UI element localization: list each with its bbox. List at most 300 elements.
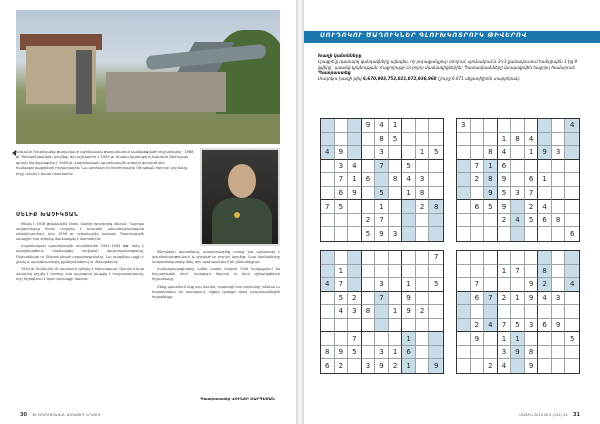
sudoku-cell — [416, 227, 430, 241]
sudoku-cell: 6 — [538, 214, 552, 228]
sudoku-cell: 9 — [525, 278, 539, 292]
sudoku-cell — [457, 332, 471, 346]
sudoku-cell: 9 — [375, 359, 389, 373]
sudoku-cell — [362, 346, 376, 360]
sudoku-cell — [348, 251, 362, 265]
sudoku-cell — [511, 160, 525, 174]
portrait-photo — [200, 148, 280, 246]
sudoku-cell — [471, 265, 485, 279]
banner-title: ՍՈՒԴՈԿՈՒ ԾԱՂՈՒԿՆԵՐ ԳԼՈՒԽԿՈՏՐՈՒԿ ԹԻՎԵՐՈՎ — [320, 32, 528, 39]
sudoku-cell — [348, 278, 362, 292]
sudoku-cell: 4 — [348, 160, 362, 174]
sudoku-cell — [565, 214, 579, 228]
sudoku-cell — [321, 173, 335, 187]
sudoku-cell — [552, 251, 566, 265]
sudoku-cell: 5 — [429, 146, 443, 160]
sudoku-cell — [389, 146, 403, 160]
intro-sign: Պատրաստեց — [318, 70, 351, 76]
sudoku-cell — [389, 200, 403, 214]
sudoku-cell — [362, 265, 376, 279]
sudoku-cell — [335, 251, 349, 265]
sudoku-cell: 2 — [389, 359, 403, 373]
sudoku-cell: 3 — [511, 187, 525, 201]
sudoku-cell — [525, 332, 539, 346]
right-footer — [519, 412, 584, 418]
sudoku-cell: 8 — [389, 173, 403, 187]
sudoku-cell: 2 — [498, 292, 512, 306]
sudoku-cell — [362, 200, 376, 214]
sudoku-cell — [471, 359, 485, 373]
sudoku-cell: 9 — [538, 146, 552, 160]
sudoku-cell — [471, 227, 485, 241]
sudoku-cell: 5 — [565, 332, 579, 346]
sudoku-cell: 1 — [402, 359, 416, 373]
sudoku-cell: 3 — [375, 278, 389, 292]
sudoku-cell — [552, 359, 566, 373]
sudoku-cell: 4 — [565, 119, 579, 133]
sudoku-cell — [471, 146, 485, 160]
sudoku-cell — [511, 173, 525, 187]
sudoku-cell — [471, 214, 485, 228]
sudoku-cell — [389, 278, 403, 292]
sudoku-cell: 1 — [389, 119, 403, 133]
left-page — [0, 0, 296, 424]
sudoku-cell — [565, 133, 579, 147]
sudoku-cell: 5 — [348, 346, 362, 360]
page-number: 30 — [20, 412, 27, 418]
sudoku-cell: 3 — [389, 227, 403, 241]
sudoku-cell — [416, 319, 430, 333]
sudoku-cell — [457, 278, 471, 292]
sudoku-cell — [565, 160, 579, 174]
sudoku-cell — [362, 160, 376, 174]
sudoku-cell — [348, 227, 362, 241]
sudoku-cell — [335, 214, 349, 228]
sudoku-cell: 8 — [525, 346, 539, 360]
sudoku-cell: 5 — [484, 200, 498, 214]
sudoku-cell: 7 — [375, 214, 389, 228]
sudoku-cell — [552, 187, 566, 201]
sudoku-cell — [525, 251, 539, 265]
sudoku-cell — [552, 160, 566, 174]
sudoku-cell: 1 — [498, 332, 512, 346]
intro-title: Խաղի կանոնները — [318, 53, 362, 58]
sudoku-cell — [471, 133, 485, 147]
sudoku-cell: 7 — [525, 187, 539, 201]
sudoku-cell — [552, 265, 566, 279]
sudoku-cell — [429, 319, 443, 333]
sudoku-cell — [321, 319, 335, 333]
sudoku-cell: 2 — [498, 214, 512, 228]
intro-count-suffix: (շուրջ 6.671 սեքստիլիոն) տարբերակ: — [437, 76, 521, 82]
sudoku-cell — [471, 251, 485, 265]
sudoku-cell — [538, 332, 552, 346]
sudoku-cell: 9 — [471, 332, 485, 346]
sudoku-cell — [498, 251, 512, 265]
sudoku-cell: 2 — [525, 200, 539, 214]
sudoku-cell — [538, 346, 552, 360]
article-paragraph: Հայրենական պատերազմի տարիներին 1941–1945 թթ. եղել է առաջնագծում, մասնակցել Կովկասի պաշտպանությանը, Ուկրաինայի ու Բելոռուսիայի ազատագրմանը: Նա բազմիցս աչքի է ընկել և պարգևատրվել շքանշաններով ու մեդալներով: — [16, 244, 144, 264]
sudoku-cell: 5 — [375, 187, 389, 201]
sudoku-cell — [402, 265, 416, 279]
sudoku-cell: 9 — [429, 359, 443, 373]
sudoku-cell — [348, 133, 362, 147]
sudoku-cell: 5 — [335, 200, 349, 214]
sudoku-cell — [457, 265, 471, 279]
sudoku-grid-3 — [320, 250, 444, 374]
sudoku-cell — [416, 346, 430, 360]
sudoku-cell: 3 — [457, 119, 471, 133]
sudoku-cell: 1 — [498, 133, 512, 147]
sudoku-cell — [402, 119, 416, 133]
sudoku-cell — [416, 359, 430, 373]
sudoku-cell — [538, 160, 552, 174]
sudoku-cell — [457, 359, 471, 373]
sudoku-cell: 7 — [471, 160, 485, 174]
sudoku-cell — [457, 227, 471, 241]
sudoku-cell: 6 — [321, 359, 335, 373]
sudoku-cell: 6 — [471, 200, 485, 214]
sudoku-cell: 7 — [375, 160, 389, 174]
sudoku-cell — [335, 332, 349, 346]
sudoku-cell — [362, 146, 376, 160]
sudoku-cell: 2 — [416, 200, 430, 214]
sudoku-cell — [471, 346, 485, 360]
sudoku-cell — [362, 251, 376, 265]
sudoku-cell: 8 — [362, 305, 376, 319]
sudoku-cell: 5 — [389, 133, 403, 147]
sudoku-cell: 1 — [389, 305, 403, 319]
sudoku-cell: 7 — [471, 278, 485, 292]
sudoku-cell: 6 — [569, 230, 575, 239]
sudoku-cell — [552, 227, 566, 241]
sudoku-cell — [457, 292, 471, 306]
sudoku-cell — [429, 332, 443, 346]
sudoku-cell — [348, 265, 362, 279]
sudoku-cell — [335, 227, 349, 241]
sudoku-cell: 1 — [335, 265, 349, 279]
sudoku-cell: 9 — [348, 187, 362, 201]
sudoku-cell: 1 — [402, 278, 416, 292]
sudoku-cell — [389, 292, 403, 306]
sudoku-cell: 2 — [362, 214, 376, 228]
sudoku-cell — [471, 187, 485, 201]
sudoku-cell — [484, 119, 498, 133]
sudoku-cell — [552, 346, 566, 360]
sudoku-cell — [375, 173, 389, 187]
sudoku-cell: 7 — [375, 292, 389, 306]
sudoku-cell — [429, 133, 443, 147]
sudoku-cell — [429, 346, 443, 360]
sudoku-cell: 6 — [471, 292, 485, 306]
sudoku-cell — [335, 319, 349, 333]
sudoku-cell — [335, 133, 349, 147]
sudoku-cell: 9 — [402, 292, 416, 306]
sudoku-cell — [362, 278, 376, 292]
sudoku-cell: 3 — [525, 319, 539, 333]
article-paragraph: Ծնողների պատմելով, պատերազմից առաջ նա աշխատել է կոլտնտեսությունում և սիրված էր բոլորի կողմից: Նրա նամակները ռազմաճակատից մինչ օրս պահպանվում են ընտանիքում: — [152, 250, 280, 265]
sudoku-cell: 6 — [525, 173, 539, 187]
sudoku-cell: 7 — [429, 251, 443, 265]
sudoku-cell — [565, 305, 579, 319]
sudoku-cell: 7 — [321, 200, 335, 214]
sudoku-cell — [511, 251, 525, 265]
footer-text: ՄԱՅԻՍ 2014 № 5 (131) 31 — [519, 413, 568, 417]
sudoku-cell: 3 — [552, 146, 566, 160]
sudoku-grid-4 — [456, 250, 580, 374]
sudoku-cell — [565, 146, 579, 160]
sudoku-cell — [511, 227, 525, 241]
sudoku-cell: 9 — [375, 227, 389, 241]
sudoku-cell: 5 — [429, 278, 443, 292]
sudoku-cell: 3 — [375, 346, 389, 360]
sudoku-cell — [389, 160, 403, 174]
sudoku-cell — [321, 292, 335, 306]
sudoku-cell — [565, 265, 579, 279]
sudoku-cell — [389, 332, 403, 346]
sudoku-cell — [457, 251, 471, 265]
sudoku-cell — [484, 214, 498, 228]
sudoku-cell — [348, 119, 362, 133]
sudoku-cell — [321, 251, 335, 265]
sudoku-cell: 7 — [498, 319, 512, 333]
sudoku-cell: 5 — [335, 292, 349, 306]
sudoku-cell: 4 — [538, 292, 552, 306]
sudoku-cell: 3 — [375, 146, 389, 160]
sudoku-cell: 2 — [538, 278, 552, 292]
sudoku-cell — [457, 200, 471, 214]
sudoku-cell — [565, 187, 579, 201]
sudoku-cell — [416, 265, 430, 279]
sudoku-cell — [552, 173, 566, 187]
sudoku-cell: 2 — [416, 305, 430, 319]
sudoku-cell — [389, 265, 403, 279]
sudoku-cell — [429, 173, 443, 187]
photo-caption: Երևանի Ռուբինյանց թաղամասի աջոնկայան թաղամասում կանգնեցված հուշարձանը` 1988 թ. Պրակտիկաների կողմից: Այս աշխարհի 1 1945 թ. Որպես կառուցվող Երևանի Ախուրյան գյուղի ներկայացվում, 1945 թ. Հայրենական պատերազմի օրերին զոհված մեր համագյուղացիների հիշատակին: Նա արժանի էր Խորհրդային Միության հերոսի կոչմանը, ինչը տրվել է նրան հետմահու: — [16, 150, 194, 176]
sudoku-cell — [348, 359, 362, 373]
sudoku-cell: 6 — [335, 187, 349, 201]
sudoku-cell — [565, 173, 579, 187]
sudoku-cell — [484, 278, 498, 292]
sudoku-grid-2 — [456, 118, 580, 242]
sudoku-cell — [484, 265, 498, 279]
sudoku-cell: 4 — [402, 173, 416, 187]
sudoku-cell — [429, 305, 443, 319]
sudoku-cell — [498, 305, 512, 319]
sudoku-cell: 2 — [348, 292, 362, 306]
sudoku-cell — [511, 305, 525, 319]
sudoku-cell — [538, 227, 552, 241]
sudoku-cell — [321, 332, 335, 346]
sudoku-cell — [402, 319, 416, 333]
sudoku-cell: 9 — [525, 292, 539, 306]
sudoku-cell — [402, 251, 416, 265]
sudoku-cell — [538, 305, 552, 319]
sudoku-cell — [538, 119, 552, 133]
photo-monument — [76, 50, 92, 120]
sudoku-cell: 8 — [484, 173, 498, 187]
sudoku-cell: 1 — [389, 346, 403, 360]
sudoku-cell: 8 — [538, 265, 552, 279]
sudoku-cell — [457, 173, 471, 187]
sudoku-cell — [429, 214, 443, 228]
sudoku-cell: 9 — [511, 346, 525, 360]
intro-body: Լրացրե՛ք դատարկ վանդակները այնպես, որ յուրաքանչյուր տողում, սյունակում և 3×3 քառակուսում հանդիպեն 1-ից 9 թվերը` առանց կրկնության: Հաջողությո՛ւն բոլոր մասնակիցներին: Պատասխանները կտպագրվեն հաջորդ համարում: — [318, 58, 578, 70]
sudoku-cell — [416, 332, 430, 346]
sudoku-cell: 9 — [498, 173, 512, 187]
sudoku-cell — [538, 133, 552, 147]
sudoku-cell: 2 — [335, 359, 349, 373]
sudoku-cell: 6 — [538, 319, 552, 333]
sudoku-cell: 9 — [484, 187, 498, 201]
sudoku-cell — [429, 119, 443, 133]
sudoku-cell: 7 — [335, 278, 349, 292]
sudoku-cell: 1 — [525, 146, 539, 160]
sudoku-cell — [321, 187, 335, 201]
sudoku-cell: 1 — [538, 173, 552, 187]
sudoku-cell — [484, 346, 498, 360]
sudoku-cell — [348, 200, 362, 214]
sudoku-cell — [335, 119, 349, 133]
sudoku-cell — [416, 133, 430, 147]
sudoku-cell: 1 — [402, 332, 416, 346]
article-paragraph: Ծնվել է 1918 թվականին Լոռու մարզի գյուղերից մեկում: Դպրոցն ավարտելուց հետո սովորել է Երևանի անասնաբուժական տեխնիկումում, իսկ 1939 թ. զորակոչվել բանակ: Պատերազմի առաջին իսկ օրերից մասնակցել է մարտերին: — [16, 222, 144, 242]
sudoku-cell — [471, 119, 485, 133]
sudoku-cell — [389, 187, 403, 201]
sudoku-cell — [525, 119, 539, 133]
sudoku-cell — [362, 292, 376, 306]
sudoku-cell — [321, 305, 335, 319]
sudoku-cell — [525, 265, 539, 279]
sudoku-cell — [402, 200, 416, 214]
portrait-face — [228, 164, 256, 198]
sudoku-cell: 7 — [335, 173, 349, 187]
page-number: 31 — [573, 412, 580, 418]
sudoku-cell: 8 — [416, 187, 430, 201]
sudoku-cell: 8 — [429, 200, 443, 214]
sudoku-cell — [457, 187, 471, 201]
intro-count-prefix: Սուդոկու խաղի թիվ — [318, 76, 362, 82]
article-author: Պատրաստեց ՎՈՒՆՔԻ ՍԱՐԳՍՅԱՆ — [200, 396, 276, 401]
sudoku-cell: 1 — [375, 200, 389, 214]
sudoku-cell — [457, 305, 471, 319]
sudoku-cell — [321, 160, 335, 174]
sudoku-cell — [525, 305, 539, 319]
sudoku-cell — [375, 319, 389, 333]
sudoku-cell — [389, 251, 403, 265]
sudoku-cell — [362, 133, 376, 147]
sudoku-cell: 4 — [335, 305, 349, 319]
sudoku-cell — [484, 305, 498, 319]
sudoku-cell: 5 — [362, 227, 376, 241]
sudoku-cell — [402, 133, 416, 147]
sudoku-cell: 9 — [335, 346, 349, 360]
sudoku-cell: 5 — [511, 319, 525, 333]
article-column-2 — [152, 250, 280, 390]
sudoku-cell: 9 — [552, 319, 566, 333]
sudoku-cell — [348, 214, 362, 228]
sudoku-cell — [362, 187, 376, 201]
sudoku-cell — [484, 227, 498, 241]
sudoku-cell — [429, 160, 443, 174]
sudoku-cell — [552, 332, 566, 346]
sudoku-cell: 4 — [565, 278, 579, 292]
sudoku-cell — [552, 278, 566, 292]
sudoku-cell — [511, 200, 525, 214]
sudoku-cell — [457, 319, 471, 333]
sudoku-cell — [525, 227, 539, 241]
monument-photo — [16, 10, 280, 144]
medal-icon — [234, 212, 240, 218]
sudoku-cell — [375, 251, 389, 265]
sudoku-cell: 1 — [348, 173, 362, 187]
sudoku-cell: 4 — [525, 133, 539, 147]
sudoku-cell — [416, 251, 430, 265]
sudoku-cell: 1 — [416, 146, 430, 160]
sudoku-cell — [362, 319, 376, 333]
sudoku-cell — [498, 119, 512, 133]
sudoku-cell — [511, 146, 525, 160]
sudoku-cell — [416, 278, 430, 292]
sudoku-cell — [538, 359, 552, 373]
sudoku-cell: 3 — [335, 160, 349, 174]
sudoku-cell — [538, 251, 552, 265]
portrait-body — [212, 198, 272, 246]
sudoku-cell — [525, 160, 539, 174]
page-gutter — [296, 0, 304, 424]
sudoku-cell — [375, 265, 389, 279]
photo-ground — [16, 114, 280, 144]
sudoku-cell: 1 — [511, 332, 525, 346]
sudoku-cell: 8 — [321, 346, 335, 360]
photo-wall — [106, 72, 226, 112]
sudoku-cell: 3 — [348, 305, 362, 319]
sudoku-cell — [498, 278, 512, 292]
sudoku-cell — [552, 200, 566, 214]
article-paragraph: 1944 թ. հունիսին մի մարտում զոհվել է հերոսաբար: Գյուղում նրա անունով կոչվել է փողոց, իսկ դպրոցում բացվել է հուշատախտակ, որը հիշեցնում է նրա սխրանքի մասին: — [16, 266, 144, 281]
sudoku-cell — [471, 305, 485, 319]
sudoku-cell — [348, 319, 362, 333]
sudoku-cell — [429, 265, 443, 279]
sudoku-cell — [348, 146, 362, 160]
sudoku-cell — [565, 319, 579, 333]
sudoku-cell — [552, 119, 566, 133]
sudoku-cell — [402, 214, 416, 228]
sudoku-cell: 4 — [321, 146, 335, 160]
sudoku-cell — [416, 160, 430, 174]
article-column-1 — [16, 222, 144, 408]
sudoku-cell — [321, 265, 335, 279]
sudoku-cell — [511, 278, 525, 292]
sudoku-cell: 4 — [375, 119, 389, 133]
sudoku-cell: 3 — [552, 292, 566, 306]
sudoku-cell — [538, 187, 552, 201]
sudoku-cell: 1 — [498, 265, 512, 279]
sudoku-cell: 7 — [484, 292, 498, 306]
sudoku-cell — [416, 214, 430, 228]
sudoku-cell: 9 — [335, 146, 349, 160]
sudoku-cell — [389, 214, 403, 228]
article-paragraph: Համագյուղացիները ամեն տարի մայիսի 9-ին հավաքվում են հուշարձանի մոտ` հարգելու հերոսի ու նրա զինակիցների հիշատակը: — [152, 267, 280, 282]
sudoku-cell: 4 — [538, 200, 552, 214]
sudoku-cell — [565, 251, 579, 265]
sudoku-cell — [429, 292, 443, 306]
sudoku-cell — [565, 200, 579, 214]
sudoku-cell: 8 — [511, 133, 525, 147]
footer-text: 30 ՈՒՍՈՒՑՉԱԿԱՆ ԱՄՍԱԳԻՐ ԼՐԱՏՈՒ — [32, 413, 101, 417]
sudoku-cell: 1 — [511, 292, 525, 306]
intro-count-value: 6,670,903,752,021,072,936,960 — [362, 76, 437, 82]
